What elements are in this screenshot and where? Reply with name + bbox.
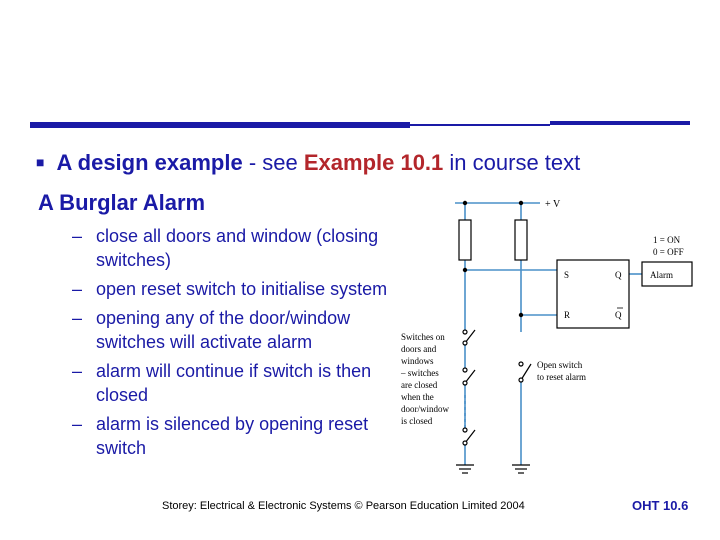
switches-label-line: are closed xyxy=(401,380,438,390)
ground-icon xyxy=(512,465,530,473)
resistor-right xyxy=(515,220,527,260)
ground-icon xyxy=(456,465,474,473)
bullet-item: – opening any of the door/window switches will activate alarm xyxy=(72,306,402,354)
footer-copyright: Storey: Electrical & Electronic Systems © Pearson Education Limited 2004 xyxy=(162,500,525,512)
switches-label-line: door/window xyxy=(401,404,449,414)
burglar-alarm-circuit xyxy=(395,190,700,490)
legend-on: 1 = ON xyxy=(653,235,681,245)
resistor-left xyxy=(459,220,471,260)
bullet-item: – alarm will continue if switch is then closed xyxy=(72,359,402,407)
heading-separator: - see xyxy=(242,150,304,175)
flipflop-r: R xyxy=(564,310,571,320)
flipflop-q: Q xyxy=(615,270,622,280)
slide-subtitle: A Burglar Alarm xyxy=(38,190,206,215)
reset-label-line: Open switch xyxy=(537,360,583,370)
switches-label-line: is closed xyxy=(401,416,433,426)
reset-switch xyxy=(521,364,531,380)
switches-label-line: – switches xyxy=(401,368,439,378)
slide-number: OHT 10.6 xyxy=(632,498,689,513)
switches-label-line: windows xyxy=(401,356,434,366)
flipflop-s: S xyxy=(564,270,570,280)
heading-tail: in course text xyxy=(443,150,581,175)
heading-bold-text: A design example xyxy=(56,150,243,175)
reset-label-line: to reset alarm xyxy=(537,372,586,382)
flipflop-qbar: Q xyxy=(615,310,622,320)
switches-label-line: doors and xyxy=(401,344,437,354)
slide-heading xyxy=(36,150,706,176)
bullet-item: – close all doors and window (closing switches) xyxy=(72,224,402,272)
bullet-list xyxy=(72,224,402,465)
alarm-label: Alarm xyxy=(650,270,673,280)
supply-label: + V xyxy=(545,199,561,210)
bullet-item: – open reset switch to initialise system xyxy=(72,277,402,301)
square-bullet-icon: ■ xyxy=(36,154,45,170)
top-rule-thick xyxy=(30,122,410,128)
legend-off: 0 = OFF xyxy=(653,247,684,257)
bullet-item: – alarm is silenced by opening reset switch xyxy=(72,412,402,460)
switches-label-line: Switches on xyxy=(401,332,445,342)
top-rule-right xyxy=(550,121,690,125)
top-rule-thin xyxy=(410,124,550,126)
switches-label-line: when the xyxy=(401,392,434,402)
heading-example-ref: Example 10.1 xyxy=(303,150,444,175)
